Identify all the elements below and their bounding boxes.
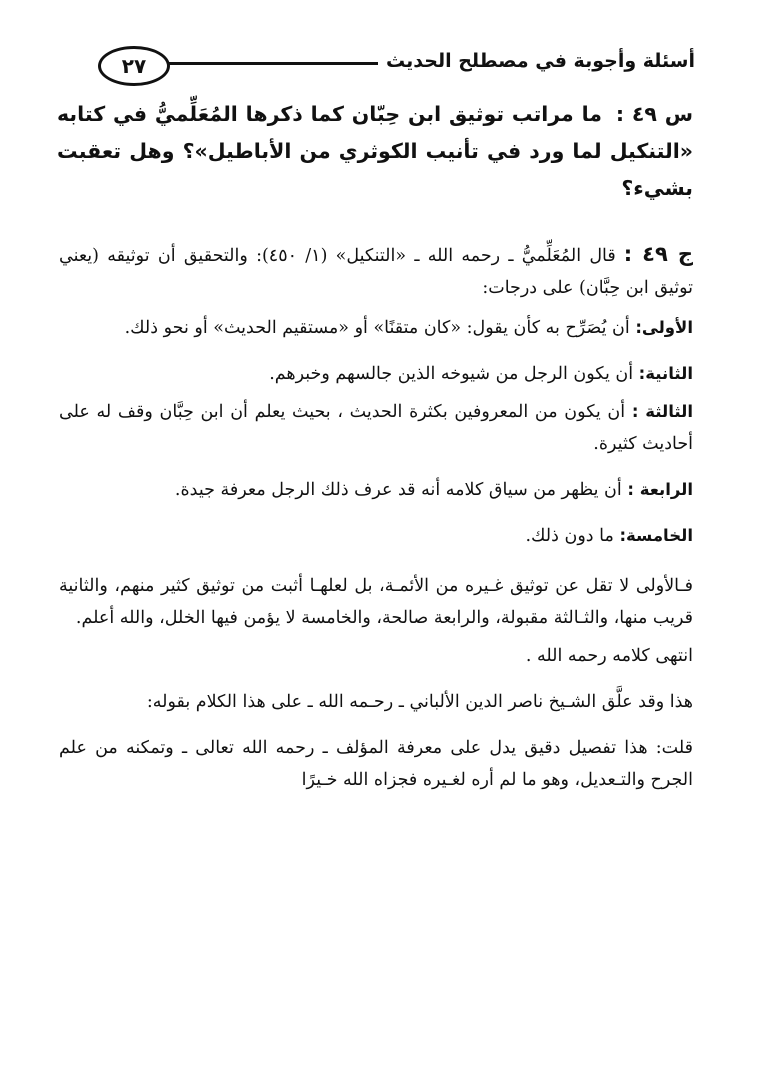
level-paragraph [59,358,693,390]
level-text: أن يكون الرجل من شيوخه الذين جالسهم وخبرهم. [269,364,634,384]
page-number-badge [98,46,170,86]
running-header [96,38,695,84]
question-number: س ٤٩ : [615,102,693,126]
page-number: ٢٧ [121,54,147,78]
answer-intro: قال المُعَلِّميُّ ـ رحمه الله ـ «التنكيل» (١/ ٤٥٠): والتحقيق أن توثيقه (يعني توثيق ابن حِبَّان) على درجات: [59,246,693,298]
answer-number: ج ٤٩ : [623,242,693,266]
level-label: الثانية: [638,364,693,383]
level-label: الثالثة : [631,402,693,421]
level-label: الخامسة: [619,526,693,545]
albani-intro-paragraph: هذا وقد علَّق الشـيخ ناصر الدين الألباني ـ رحـمه الله ـ على هذا الكلام بقوله: [146,692,693,712]
question-block [57,96,693,207]
level-text: أن يُصَرِّح به كأن يقول: «كان متقنًا» أو «مستقيم الحديث» أو نحو ذلك. [124,318,630,338]
answer-block [59,238,693,796]
level-label: الرابعة : [627,480,693,499]
level-text: أن يظهر من سياق كلامه أنه قد عرف ذلك الرجل معرفة جيدة. [174,480,622,500]
level-paragraph [59,474,693,506]
answer-intro-paragraph [59,238,693,304]
level-label: الأولى: [635,318,693,337]
albani-quote-paragraph: قلت: هذا تفصيل دقيق يدل على معرفة المؤلف ـ رحمه الله تعالى ـ وتمكنه من علم الجرح والتـعديل، وهو ما لم أره لغـيره فجزاه الله خـيرًا [59,738,693,790]
level-text: أن يكون من المعروفين بكثرة الحديث ، بحيث يعلم أن ابن حِبَّان وقف له على أحاديث كثيرة. [59,402,693,454]
question-text: ما مراتب توثيق ابن حِبّان كما ذكرها المُعَلِّميُّ في كتابه «التنكيل لما ورد في تأنيب الكوثري من الأباطيل»؟ وهل تعقبت بشيء؟ [57,102,693,200]
end-note: انتهى كلامه رحمه الله . [525,646,693,666]
conclusion-paragraph: فـالأولى لا تقل عن توثيق غـيره من الأئمـة، بل لعلهـا أثبت من توثيق كثير منهم، والثانية قريب منها، والثـالثة مقبولة، والرابعة صالحة، والخامسة لا يؤمن فيها الخلل، والله أعلم. [59,576,693,628]
level-paragraph [59,520,693,552]
level-paragraph [59,312,693,344]
level-text: ما دون ذلك. [525,526,614,546]
header-title: أسئلة وأجوبة في مصطلح الحديث [386,50,695,72]
level-paragraph [59,396,693,460]
